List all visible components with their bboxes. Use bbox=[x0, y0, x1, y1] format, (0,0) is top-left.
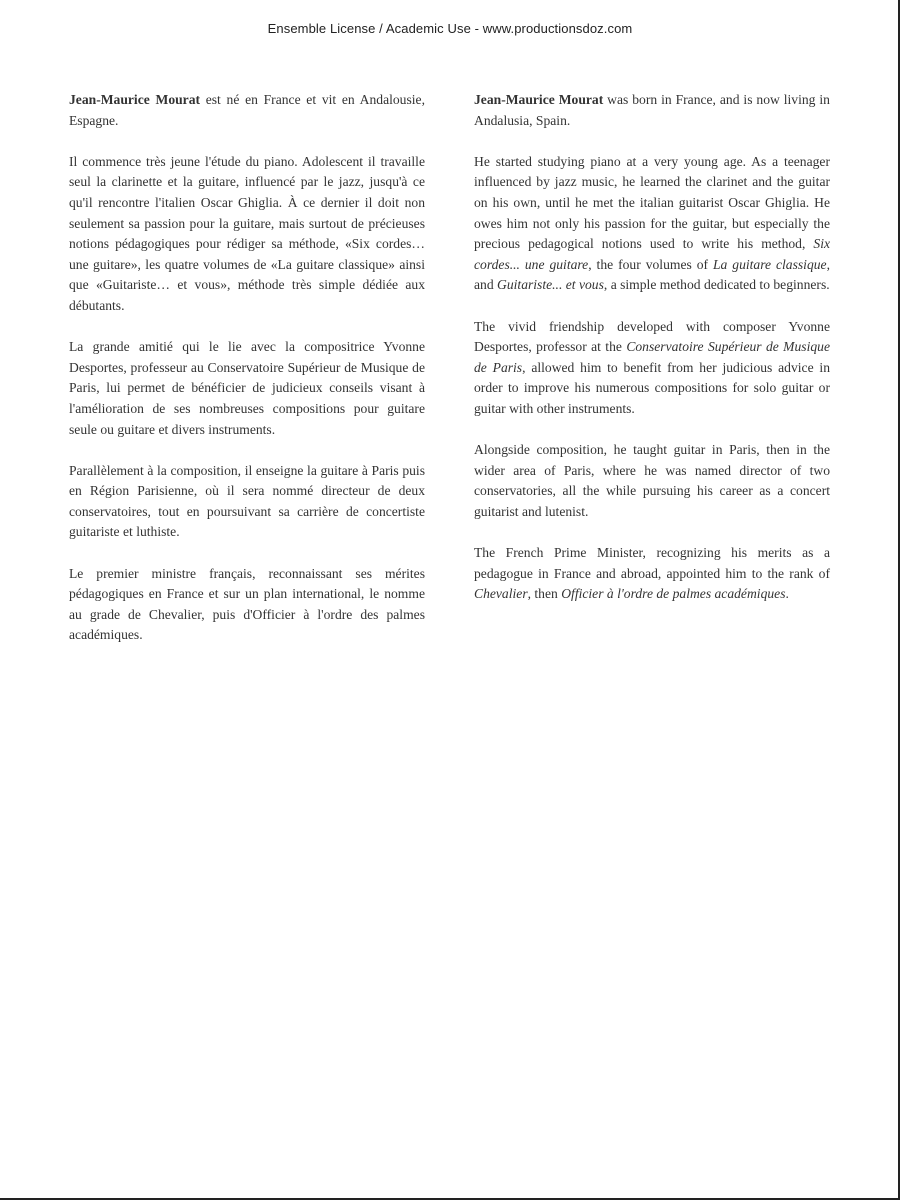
french-paragraph-3: La grande amitié qui le lie avec la compositrice Yvonne Desportes, professeur au Conservatoire Supérieur de Musique de Paris, lui permet de bénéficier de judicieux conseils visant à l'amélioration de ses nombreuses compositions pour guitare seule ou guitare et divers instruments. bbox=[69, 339, 425, 437]
method-title: Guitariste... et vous bbox=[497, 277, 604, 293]
author-name: Jean-Maurice Mourat bbox=[69, 92, 201, 107]
rank-title: Chevalier bbox=[474, 586, 528, 602]
french-paragraph-4: Parallèlement à la composition, il enseigne la guitare à Paris puis en Région Parisienne, où il sera nommé directeur de deux conservatoires, tout en poursuivant sa carrière de concertiste guitariste et luthiste. bbox=[69, 462, 425, 540]
english-paragraph-4: Alongside composition, he taught guitar in Paris, then in the wider area of Paris, where he was named director of two conservatories, all the while pursuing his career as a concert guitarist and lutenist. bbox=[474, 442, 830, 519]
english-paragraph-1: Jean-Maurice Mourat was born in France, and is now living in Andalusia, Spain. bbox=[474, 92, 830, 128]
french-paragraph-2: Il commence très jeune l'étude du piano. Adolescent il travaille seul la clarinette et la guitare, influencé par le jazz, jusqu'à ce qu'il rencontre l'italien Oscar Ghiglia. À ce dernier il doit non seulement sa passion pour la guitare, mais surtout de précieuses notions pédagogiques pour rédiger sa méthode, «Six cordes… une guitare», les quatre volumes de «La guitare classique» ainsi que «Guitariste… et vous», méthode très simple dédiée aux débutants. bbox=[69, 153, 425, 313]
institution-name: Conservatoire Supérieur de Musique de Paris bbox=[474, 339, 830, 375]
french-paragraph-5: Le premier ministre français, reconnaissant ses mérites pédagogiques en France et sur un plan international, le nomme au grade de Chevalier, puis d'Officier à l'ordre des palmes académiques. bbox=[69, 565, 425, 643]
license-header: Ensemble License / Academic Use - www.productionsdoz.com bbox=[267, 21, 633, 36]
english-biography-column bbox=[474, 90, 830, 625]
method-title: Six cordes... une guitare bbox=[474, 236, 830, 272]
english-paragraph-2: He started studying piano at a very young age. As a teenager influenced by jazz music, he learned the clarinet and the guitar on his own, until he met the italian guitarist Oscar Ghiglia. He owes him not only his passion for the guitar, but especially the precious pedagogical notions used to write his method, Six cordes... une guitare, the four volumes of La guitare classique, and Guitariste... et vous, a simple method dedicated to beginners. bbox=[474, 153, 830, 293]
french-paragraph-1: Jean-Maurice Mourat est né en France et vit en Andalousie, Espagne. bbox=[69, 92, 425, 128]
french-biography-column bbox=[69, 90, 425, 667]
rank-title: Officier à l'ordre de palmes académiques bbox=[561, 586, 786, 602]
author-name: Jean-Maurice Mourat bbox=[474, 92, 604, 107]
english-paragraph-5: The French Prime Minister, recognizing his merits as a pedagogue in France and abroad, appointed him to the rank of Chevalier, then Officier à l'ordre de palmes académiques. bbox=[474, 545, 830, 602]
method-title: La guitare classique bbox=[712, 256, 827, 272]
english-paragraph-3: The vivid friendship developed with composer Yvonne Desportes, professor at the Conservatoire Supérieur de Musique de Paris, allowed him to benefit from her judicious advice in order to improve his numerous compositions for solo guitar or guitar with other instruments. bbox=[474, 318, 830, 416]
